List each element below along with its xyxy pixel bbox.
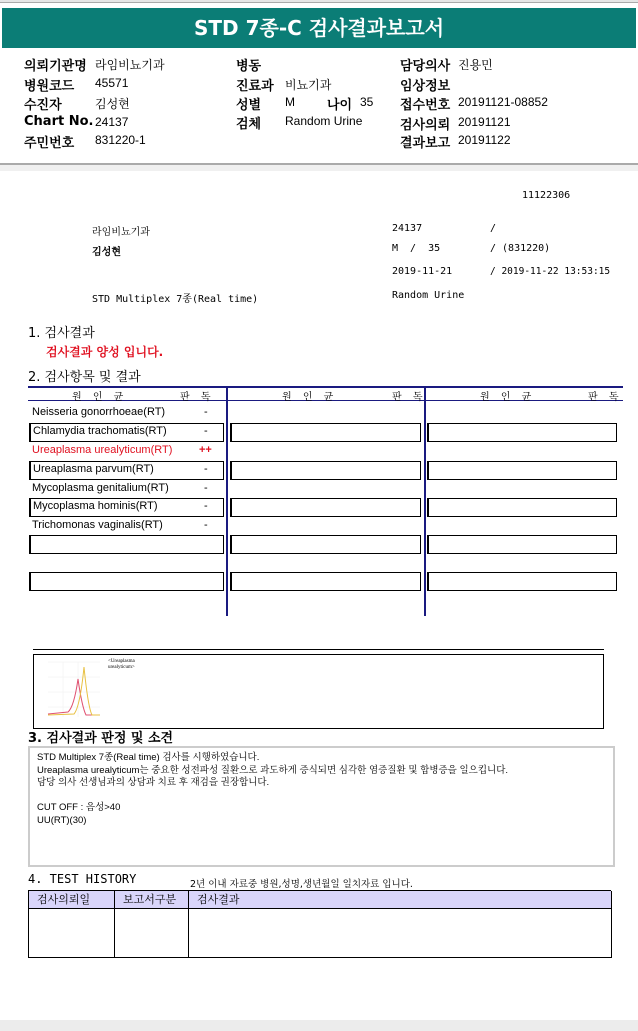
section1-title: 1. 검사결과 bbox=[28, 326, 95, 341]
report-rrn: / (831220) bbox=[490, 243, 551, 254]
row-box bbox=[29, 535, 224, 554]
specimen-value: Random Urine bbox=[285, 114, 363, 128]
pathogen-name-positive: Ureaplasma urealyticum(RT) bbox=[32, 444, 173, 456]
patient-value: 김성현 bbox=[95, 97, 130, 111]
hospital-code-label: 병원코드 bbox=[24, 79, 75, 94]
section4-title: 4. TEST HISTORY bbox=[28, 872, 137, 886]
report-datetime: / 2019-11-22 13:53:15 bbox=[490, 266, 611, 277]
rrn-label: 주민번호 bbox=[24, 136, 75, 151]
history-header: 검사결과 bbox=[189, 891, 612, 909]
amplification-curve-thumbnail bbox=[38, 657, 103, 725]
doctor-label: 담당의사 bbox=[400, 59, 451, 74]
row-box bbox=[29, 572, 224, 591]
receipt-value: 20191121-08852 bbox=[458, 95, 548, 109]
pathogen-name: Neisseria gonorrhoeae(RT) bbox=[32, 406, 166, 418]
pathogen-result: - bbox=[204, 425, 208, 437]
report-label: 결과보고 bbox=[400, 136, 451, 151]
graph-top-line bbox=[33, 649, 604, 650]
col-result: 판 독 bbox=[392, 392, 427, 403]
doctor-value: 진용민 bbox=[458, 58, 493, 72]
column-divider bbox=[188, 909, 189, 958]
section3-title: 3. 검사결과 판정 및 소견 bbox=[28, 731, 174, 746]
col-pathogen: 원 인 균 bbox=[480, 392, 536, 403]
report-patient: 김성현 bbox=[92, 247, 121, 258]
age-value: 35 bbox=[360, 95, 374, 109]
row-box bbox=[230, 461, 421, 480]
pathogen-name: Chlamydia trachomatis(RT) bbox=[33, 425, 167, 437]
age-label: 나이 bbox=[327, 98, 353, 113]
pathogen-result: - bbox=[204, 500, 208, 512]
col-result: 판 독 bbox=[588, 392, 623, 403]
row-box bbox=[427, 423, 617, 442]
row-box bbox=[230, 423, 421, 442]
row-box bbox=[427, 535, 617, 554]
row-box bbox=[427, 498, 617, 517]
report-code: 11122306 bbox=[522, 190, 571, 201]
report-test: STD Multiplex 7종(Real time) bbox=[92, 294, 259, 305]
sex-label: 성별 bbox=[236, 98, 262, 113]
request-value: 20191121 bbox=[458, 115, 511, 129]
opinion-line: STD Multiplex 7종(Real time) 검사를 시행하였습니다. bbox=[37, 752, 260, 763]
top-border bbox=[0, 0, 638, 3]
bottom-band bbox=[0, 1020, 638, 1031]
chart-label: Chart No. bbox=[24, 114, 94, 129]
pathogen-result: - bbox=[204, 482, 208, 494]
history-header: 보고서구분 bbox=[115, 891, 189, 909]
positive-result: 검사결과 양성 입니다. bbox=[46, 345, 164, 359]
row-box bbox=[230, 498, 421, 517]
graph-box bbox=[33, 654, 604, 729]
ward-label: 병동 bbox=[236, 59, 262, 74]
report-institution: 라임비뇨기과 bbox=[92, 227, 150, 238]
report-slash: / bbox=[490, 223, 497, 234]
request-label: 검사의뢰 bbox=[400, 118, 451, 133]
report-request-date: 2019-11-21 bbox=[392, 266, 453, 277]
specimen-label: 검체 bbox=[236, 117, 262, 132]
opinion-line: CUT OFF : 음성>40 bbox=[37, 802, 121, 813]
pathogen-name: Ureaplasma parvum(RT) bbox=[33, 463, 154, 475]
graph-label: <Ureaplasma urealyticum> bbox=[108, 659, 135, 670]
column-divider bbox=[114, 909, 115, 958]
history-note: 2년 이내 자료중 병원,성명,생년월일 일치자료 입니다. bbox=[190, 879, 413, 890]
divider-band bbox=[0, 165, 638, 171]
col-result: 판 독 bbox=[180, 392, 215, 403]
column-divider bbox=[226, 386, 228, 616]
hospital-code-value: 45571 bbox=[95, 76, 129, 90]
pathogen-name: Trichomonas vaginalis(RT) bbox=[32, 519, 163, 531]
opinion-line: UU(RT)(30) bbox=[37, 814, 87, 826]
pathogen-name: Mycoplasma genitalium(RT) bbox=[32, 482, 169, 494]
opinion-line: 담당 의사 선생님과의 상담과 치료 후 재검을 권장합니다. bbox=[37, 777, 270, 788]
rrn-value: 831220-1 bbox=[95, 133, 146, 147]
report-chart: 24137 bbox=[392, 223, 423, 234]
report-value: 20191122 bbox=[458, 133, 511, 147]
history-table bbox=[28, 890, 611, 958]
row-box bbox=[230, 535, 421, 554]
patient-label: 수진자 bbox=[24, 98, 62, 113]
pathogen-result-positive: ++ bbox=[199, 444, 212, 456]
report-title: STD 7종-C 검사결과보고서 bbox=[2, 8, 636, 48]
chart-value: 24137 bbox=[95, 115, 129, 129]
pathogen-result: - bbox=[204, 463, 208, 475]
sex-value: M bbox=[285, 95, 295, 109]
clinical-label: 임상정보 bbox=[400, 79, 451, 94]
column-divider bbox=[611, 909, 612, 958]
history-header: 검사의뢰일 bbox=[29, 891, 115, 909]
pathogen-result: - bbox=[204, 406, 208, 418]
opinion-line: Ureaplasma urealyticum는 중요한 성전파성 질환으로 과도하게 증식되면 심각한 염증질환 및 합병증을 일으킵니다. bbox=[37, 764, 509, 776]
report-sex-age: M / 35 bbox=[392, 243, 441, 254]
row-box bbox=[230, 572, 421, 591]
col-pathogen: 원 인 균 bbox=[282, 392, 338, 403]
dept-value: 비뇨기과 bbox=[285, 78, 332, 92]
blank-line bbox=[37, 790, 606, 803]
receipt-label: 접수번호 bbox=[400, 98, 451, 113]
dept-label: 진료과 bbox=[236, 79, 274, 94]
row-box bbox=[427, 461, 617, 480]
col-pathogen: 원 인 균 bbox=[72, 392, 128, 403]
opinion-box bbox=[28, 746, 615, 867]
pathogen-result: - bbox=[204, 519, 208, 531]
row-box bbox=[427, 572, 617, 591]
column-divider bbox=[424, 386, 426, 616]
institution-value: 라임비뇨기과 bbox=[95, 58, 165, 72]
institution-label: 의뢰기관명 bbox=[24, 59, 87, 74]
report-specimen: Random Urine bbox=[392, 290, 465, 301]
section2-title: 2. 검사항목 및 결과 bbox=[28, 370, 141, 385]
pathogen-name: Mycoplasma hominis(RT) bbox=[33, 500, 158, 512]
